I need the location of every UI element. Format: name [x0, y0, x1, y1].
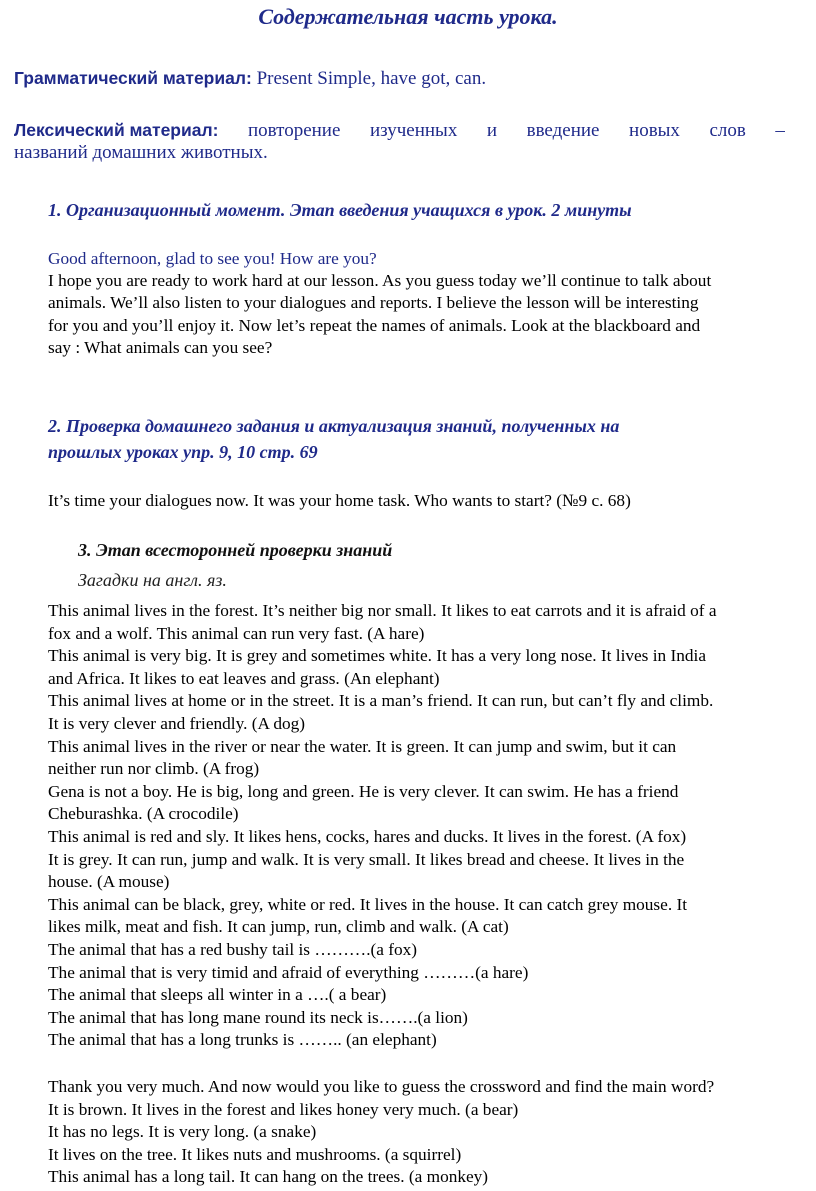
section-1-heading: 1. Организационный момент. Этап введения учащихся в урок. 2 минуты	[48, 200, 632, 220]
lexical-word: новых	[629, 120, 680, 141]
riddle-line: This animal lives at home or in the street. It is a man’s friend. It can run, but can’t fly and climb.	[48, 691, 714, 711]
section-2-text: It’s time your dialogues now. It was your home task. Who wants to start? (№9 с. 68)	[48, 491, 631, 510]
lexical-word: повторение	[247, 120, 341, 141]
section-1-line: I hope you are ready to work hard at our lesson. As you guess today we’ll continue to talk about	[48, 271, 712, 290]
section-1-line: say : What animals can you see?	[48, 337, 273, 357]
riddle-line: and Africa. It likes to eat leaves and grass. (An elephant)	[48, 668, 440, 688]
section-3-heading: 3. Этап всесторонней проверки знаний	[78, 540, 393, 560]
riddle-line: The animal that is very timid and afraid of everything ………(a hare)	[48, 962, 529, 982]
lexical-word: –	[775, 120, 785, 141]
grammar-label: Грамматический материал:	[14, 68, 252, 88]
lexical-label: Лексический материал:	[14, 120, 219, 140]
riddle-line: Cheburashka. (A crocodile)	[48, 804, 239, 824]
riddle-line: This animal can be black, grey, white or red. It lives in the house. It can catch grey mouse. It	[48, 894, 688, 914]
crossword-line: It is brown. It lives in the forest and likes honey very much. (a bear)	[48, 1099, 519, 1119]
lexical-line-1	[14, 120, 785, 142]
riddle-line: likes milk, meat and fish. It can jump, run, climb and walk. (A cat)	[48, 917, 509, 937]
section-2-heading-line-2: прошлых уроках упр. 9, 10 стр. 69	[48, 442, 318, 462]
grammar-text: Present Simple, have got, can.	[251, 68, 487, 89]
page-title: Содержательная часть урока.	[258, 4, 558, 29]
riddle-line: It is grey. It can run, jump and walk. It is very small. It likes bread and cheese. It lives in the	[48, 849, 685, 869]
lexical-word: и	[486, 120, 498, 141]
lexical-line-2: названий домашних животных.	[14, 142, 268, 163]
grammar-material	[14, 68, 486, 90]
riddle-line: The animal that has a red bushy tail is ……….(a fox)	[48, 940, 418, 959]
lexical-word: изученных	[369, 120, 458, 141]
section-2-heading-line-1: 2. Проверка домашнего задания и актуализация знаний, полученных на	[48, 416, 620, 436]
riddle-line: This animal is very big. It is grey and sometimes white. It has a very long nose. It lives in India	[48, 646, 706, 666]
crossword-line: It lives on the tree. It likes nuts and mushrooms. (a squirrel)	[48, 1144, 462, 1164]
lexical-word: введение	[526, 120, 600, 141]
lexical-word: слов	[709, 120, 746, 141]
lexical-material	[14, 120, 789, 164]
section-3-subheading: Загадки на англ. яз.	[78, 570, 227, 590]
riddle-line: The animal that has a long trunks is …….. (an elephant)	[48, 1030, 437, 1050]
crossword-line: It has no legs. It is very long. (a snake)	[48, 1122, 317, 1142]
section-1-line: animals. We’ll also listen to your dialogues and reports. I believe the lesson will be interesting	[48, 293, 699, 313]
riddle-line: neither run nor climb. (A frog)	[48, 759, 260, 779]
crossword-line: This animal has a long tail. It can hang on the trees. (a monkey)	[48, 1167, 489, 1187]
riddle-line: The animal that sleeps all winter in a ….( a bear)	[48, 985, 387, 1005]
section-1-line: for you and you’ll enjoy it. Now let’s repeat the names of animals. Look at the blackboard and	[48, 315, 701, 335]
riddle-line: This animal lives in the forest. It’s neither big nor small. It likes to eat carrots and it is afraid of a	[48, 601, 717, 620]
greeting-line: Good afternoon, glad to see you! How are you?	[48, 249, 377, 268]
riddle-line: Gena is not a boy. He is big, long and green. He is very clever. It can swim. He has a friend	[48, 781, 679, 801]
riddle-line: The animal that has long mane round its neck is…….(a lion)	[48, 1007, 468, 1027]
riddle-line: fox and a wolf. This animal can run very fast. (A hare)	[48, 623, 425, 643]
riddle-line: It is very clever and friendly. (A dog)	[48, 714, 306, 733]
crossword-line: Thank you very much. And now would you like to guess the crossword and find the main word?	[48, 1077, 715, 1096]
riddle-line: This animal lives in the river or near the water. It is green. It can jump and swim, but it can	[48, 736, 677, 756]
riddle-line: This animal is red and sly. It likes hens, cocks, hares and ducks. It lives in the forest. (A fox)	[48, 827, 687, 846]
riddle-line: house. (A mouse)	[48, 872, 170, 892]
